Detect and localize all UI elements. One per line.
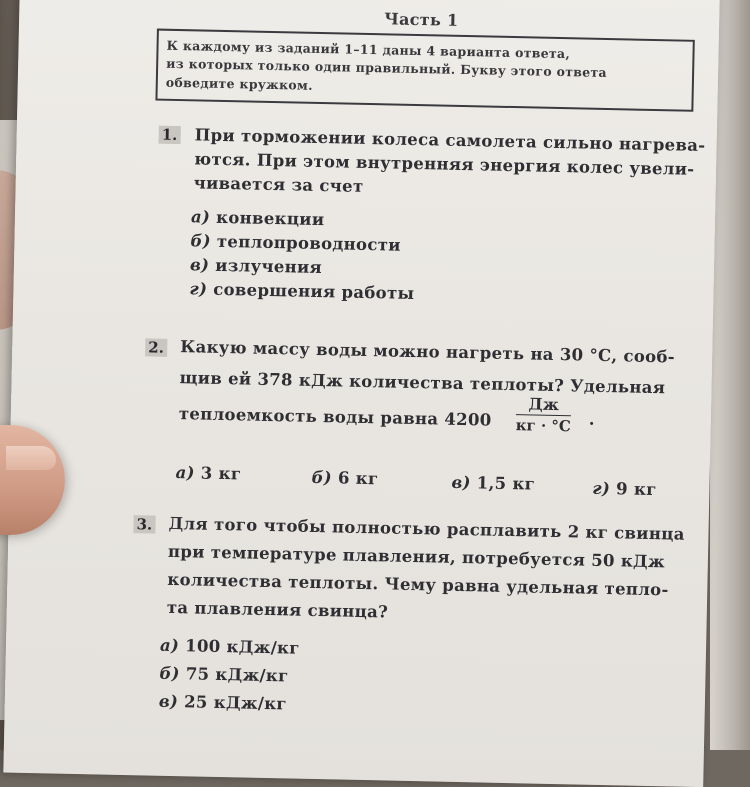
option-letter: б): [311, 467, 333, 488]
option-text: 1,5 кг: [476, 473, 536, 494]
unit-denominator: кг · °С: [515, 416, 572, 436]
option-letter: б): [159, 663, 180, 684]
option-text: 6 кг: [337, 468, 379, 489]
question-3-option-c[interactable]: [159, 692, 287, 714]
question-1-line-3: чивается за счет: [193, 173, 364, 196]
part-title: Часть 1: [383, 9, 459, 30]
option-text: 9 кг: [615, 479, 657, 500]
instructions-line-3: обведите кружком.: [165, 74, 313, 93]
option-text: 25 кДж/кг: [183, 692, 288, 714]
question-2-line-2: щив ей 378 кДж количества теплоты? Удельная: [179, 368, 666, 398]
question-1-number: 1.: [159, 126, 181, 144]
option-text: 75 кДж/кг: [185, 664, 289, 686]
question-3-option-b[interactable]: [159, 664, 288, 686]
question-3-line-1: Для того чтобы полностью расплавить 2 кг свинца: [168, 513, 685, 544]
option-text: совершения работы: [213, 279, 415, 303]
option-letter: б): [190, 231, 212, 251]
question-3-line-3: количества теплоты. Чему равна удельная тепло-: [167, 569, 669, 600]
question-1-option-d[interactable]: [189, 279, 414, 303]
option-letter: в): [189, 255, 210, 275]
option-letter: а): [190, 207, 211, 227]
question-3-line-4: та плавления свинца?: [166, 597, 389, 622]
option-text: 3 кг: [200, 463, 242, 484]
option-letter: в): [158, 691, 179, 712]
question-1-line-1: При торможении колеса самолета сильно нагрева-: [194, 125, 706, 156]
option-text: излучения: [215, 255, 323, 278]
option-letter: а): [159, 635, 180, 656]
question-1-line-2: ются. При этом внутренняя энергия колес увели-: [194, 149, 695, 179]
thumb-highlight: [6, 446, 56, 470]
textbook-page: [3, 0, 720, 787]
question-2-option-d[interactable]: [592, 479, 657, 499]
unit-fraction: [516, 394, 572, 435]
option-letter: а): [175, 463, 195, 483]
question-1-option-b[interactable]: [190, 231, 401, 254]
option-text: теплопроводности: [216, 231, 401, 255]
unit-numerator: Дж: [516, 394, 572, 416]
unit-period: .: [588, 409, 596, 429]
question-2-number: 2.: [145, 338, 167, 356]
option-letter: г): [189, 279, 208, 299]
question-1-option-c[interactable]: [190, 255, 322, 277]
option-letter: в): [451, 472, 471, 493]
question-1-option-a[interactable]: [191, 207, 325, 229]
instructions-line-1: К каждому из заданий 1–11 даны 4 варианта ответа,: [166, 37, 571, 62]
question-2-option-b[interactable]: [311, 468, 378, 488]
option-letter: г): [592, 478, 611, 499]
option-text: 100 кДж/кг: [184, 636, 300, 658]
question-2-line-1: Какую массу воды можно нагреть на 30 °С, сооб-: [180, 337, 676, 367]
instructions-line-2: из которых только один правильный. Букву этого ответа: [166, 55, 608, 80]
question-2-option-a[interactable]: [175, 463, 241, 483]
question-3-option-a[interactable]: [160, 636, 300, 658]
question-3-line-2: при температуре плавления, потребуется 50 кДж: [167, 541, 666, 572]
question-2-option-c[interactable]: [451, 473, 535, 494]
option-text: конвекции: [215, 207, 325, 230]
question-2-line-3: теплоемкость воды равна 4200: [178, 404, 492, 430]
question-3-number: 3.: [133, 515, 155, 533]
